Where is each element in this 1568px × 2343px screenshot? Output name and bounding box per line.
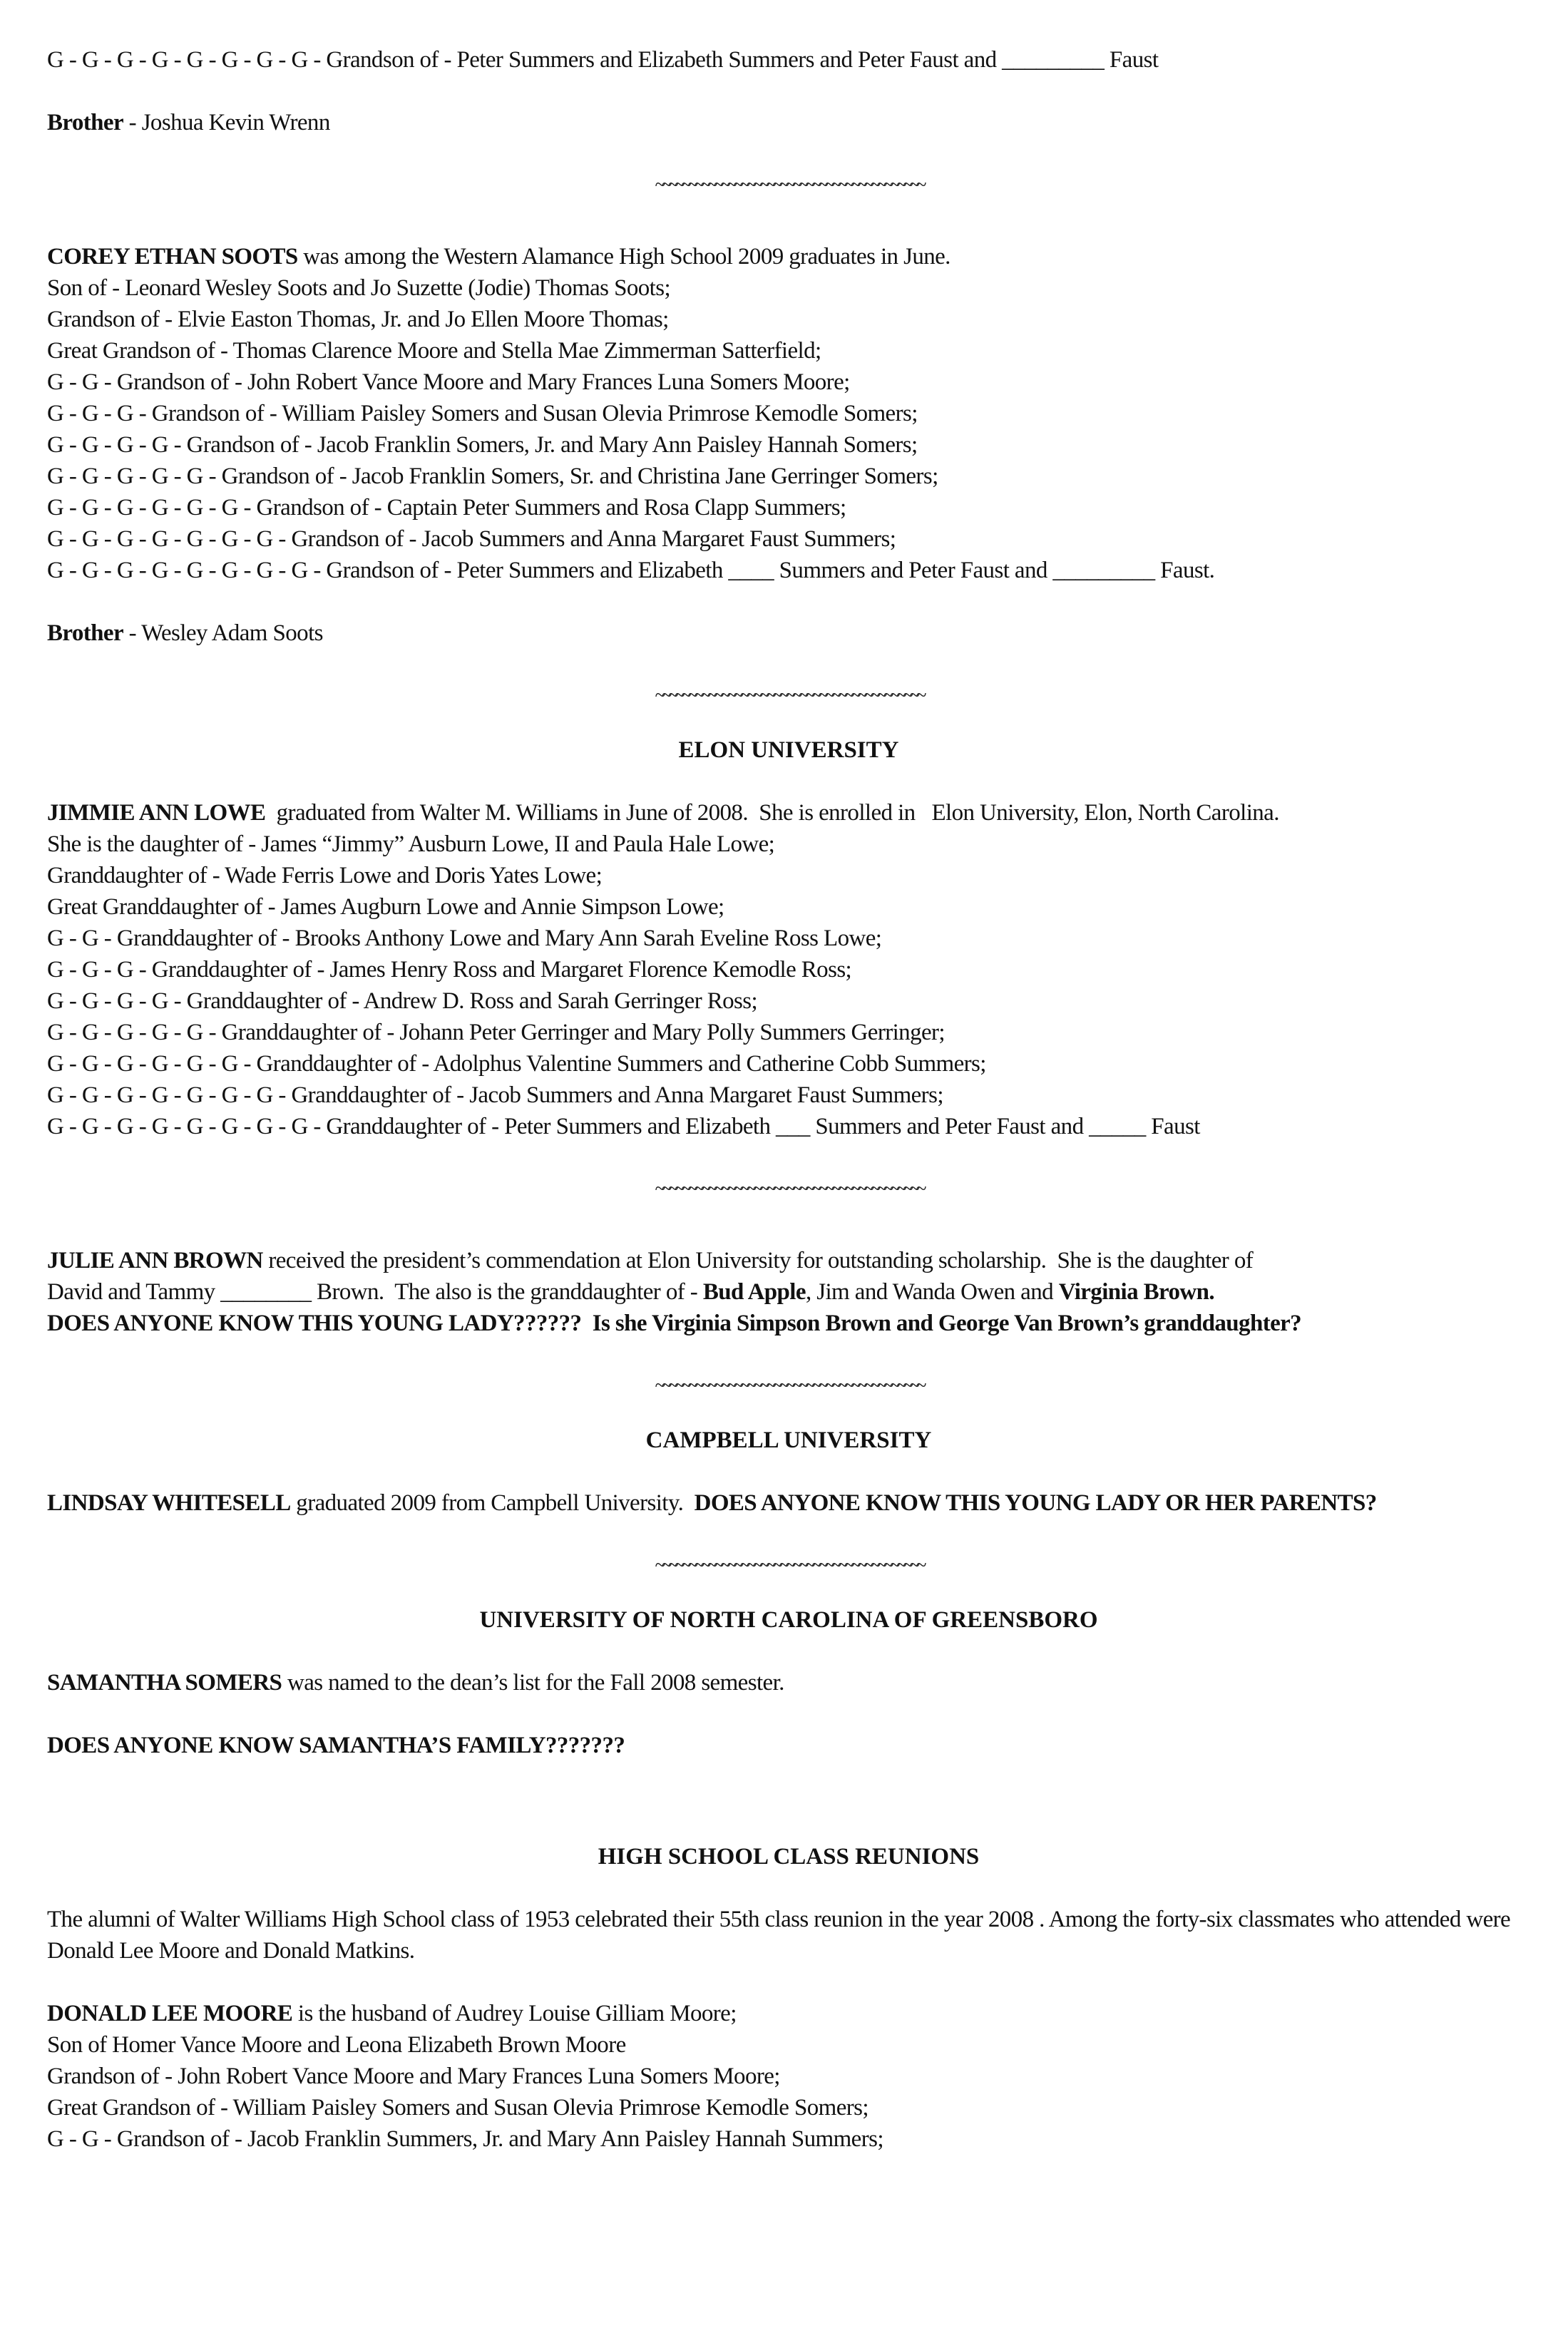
entry-intro-text: received the president’s commendation at Elon University for outstanding scholarship. She is the daughter of: [262, 1248, 1254, 1273]
lineage-line: G - G - G - G - Grandson of - Jacob Franklin Somers, Jr. and Mary Ann Paisley Hannah Somers;: [47, 432, 918, 458]
entry-intro-text: graduated from Walter M. Williams in June of 2008. She is enrolled in Elon University, Elon, North Carolina.: [265, 800, 1279, 826]
lineage-line: G - G - G - G - Granddaughter of - Andrew D. Ross and Sarah Gerringer Ross;: [47, 988, 758, 1014]
brother-label: Brother: [47, 110, 123, 135]
lineage-line: G - G - G - G - G - G - Grandson of - Captain Peter Summers and Rosa Clapp Summers;: [47, 495, 846, 521]
section-heading: UNIVERSITY OF NORTH CAROLINA OF GREENSBORO: [479, 1607, 1098, 1633]
lineage-line: G - G - G - G - G - G - G - G - Grandson of - Peter Summers and Elizabeth ____ Summers and Peter Faust and _________ Faust.: [47, 558, 1215, 583]
entry-intro-text: was named to the dean’s list for the Fall 2008 semester.: [282, 1670, 784, 1696]
family-name-bold: Virginia Brown.: [1058, 1279, 1215, 1305]
brother-line: [47, 617, 1530, 649]
lineage-line: G - G - G - G - G - G - Granddaughter of - Adolphus Valentine Summers and Catherine Cobb Summers;: [47, 1051, 986, 1077]
section-heading: CAMPBELL UNIVERSITY: [645, 1427, 932, 1453]
entry-intro-text: is the husband of Audrey Louise Gilliam Moore;: [292, 2001, 737, 2026]
lineage-line: G - G - Grandson of - Jacob Franklin Summers, Jr. and Mary Ann Paisley Hannah Summers;: [47, 2126, 883, 2152]
entry-intro: [47, 1667, 1530, 1698]
lineage-line: Grandson of - John Robert Vance Moore and Mary Frances Luna Somers Moore;: [47, 2063, 780, 2089]
lineage-line: Great Granddaughter of - James Augburn Lowe and Annie Simpson Lowe;: [47, 894, 724, 920]
inquiry-text: DOES ANYONE KNOW THIS YOUNG LADY OR HER PARENTS?: [694, 1490, 1377, 1516]
lineage-line: Great Grandson of - Thomas Clarence Moore and Stella Mae Zimmerman Satterfield;: [47, 338, 821, 364]
inquiry-text: DOES ANYONE KNOW THIS YOUNG LADY?????? Is she Virginia Simpson Brown and George Van Brown’s granddaughter?: [47, 1311, 1302, 1336]
lineage-line: Grandson of - Elvie Easton Thomas, Jr. and Jo Ellen Moore Thomas;: [47, 307, 669, 332]
entry-name: JIMMIE ANN LOWE: [47, 800, 266, 826]
lineage-line: G - G - G - G - G - G - G - Granddaughter of - Jacob Summers and Anna Margaret Faust Summers;: [47, 1082, 943, 1108]
family-line: [47, 1276, 1530, 1308]
divider: ~~~~~~~~~~~~~~~~~~~~~~~~~~~~~~~~~~~~~~~~~: [655, 174, 923, 196]
entry-name: SAMANTHA SOMERS: [47, 1670, 282, 1696]
document-body: [47, 44, 1530, 2155]
lineage-line: G - G - G - G - G - Grandson of - Jacob Franklin Somers, Sr. and Christina Jane Gerringer Somers;: [47, 463, 938, 489]
entry-intro: [47, 1998, 1530, 2029]
entry-name: LINDSAY WHITESELL: [47, 1490, 291, 1516]
entry-intro-text: was among the Western Alamance High School 2009 graduates in June.: [297, 244, 950, 270]
brother-line: [47, 107, 1530, 138]
lineage-line: G - G - G - G - G - G - G - G - Grandson of - Peter Summers and Elizabeth Summers and Peter Faust and _________ Faust: [47, 47, 1159, 73]
entry-intro: [47, 241, 1530, 272]
divider: ~~~~~~~~~~~~~~~~~~~~~~~~~~~~~~~~~~~~~~~~~: [655, 1178, 923, 1200]
lineage-line: She is the daughter of - James “Jimmy” Ausburn Lowe, II and Paula Hale Lowe;: [47, 831, 775, 857]
lineage-line: G - G - G - Granddaughter of - James Henry Ross and Margaret Florence Kemodle Ross;: [47, 957, 852, 983]
section-heading: ELON UNIVERSITY: [678, 737, 899, 763]
lineage-line: Son of - Leonard Wesley Soots and Jo Suzette (Jodie) Thomas Soots;: [47, 275, 671, 301]
divider: ~~~~~~~~~~~~~~~~~~~~~~~~~~~~~~~~~~~~~~~~~: [655, 1554, 923, 1576]
reunion-paragraph: The alumni of Walter Williams High School class of 1953 celebrated their 55th class reunion in the year 2008 . Among the forty-six classmates who attended were Donald Lee Moore and Donald Matkins.: [47, 1907, 1516, 1964]
entry-name: JULIE ANN BROWN: [47, 1248, 263, 1273]
family-text: David and Tammy ________ Brown. The also is the granddaughter of -: [47, 1279, 703, 1305]
lineage-line: G - G - G - Grandson of - William Paisley Somers and Susan Olevia Primrose Kemodle Somers;: [47, 401, 918, 426]
lineage-line: Granddaughter of - Wade Ferris Lowe and Doris Yates Lowe;: [47, 863, 603, 888]
lineage-line: G - G - Grandson of - John Robert Vance Moore and Mary Frances Luna Somers Moore;: [47, 369, 850, 395]
lineage-line: G - G - G - G - G - G - G - Grandson of - Jacob Summers and Anna Margaret Faust Summers;: [47, 526, 896, 552]
entry-name: COREY ETHAN SOOTS: [47, 244, 298, 270]
family-text: , Jim and Wanda Owen and: [805, 1279, 1059, 1305]
lineage-line: G - G - G - G - G - Granddaughter of - Johann Peter Gerringer and Mary Polly Summers Gerringer;: [47, 1020, 945, 1045]
divider: ~~~~~~~~~~~~~~~~~~~~~~~~~~~~~~~~~~~~~~~~~: [655, 1375, 923, 1397]
lineage-line: Great Grandson of - William Paisley Somers and Susan Olevia Primrose Kemodle Somers;: [47, 2095, 868, 2121]
lineage-line: Son of Homer Vance Moore and Leona Elizabeth Brown Moore: [47, 2032, 626, 2058]
entry-intro: [47, 1487, 1530, 1519]
inquiry-text: DOES ANYONE KNOW SAMANTHA’S FAMILY???????: [47, 1733, 625, 1758]
entry-intro: [47, 797, 1530, 829]
lineage-line: G - G - G - G - G - G - G - G - Granddaughter of - Peter Summers and Elizabeth ___ Summers and Peter Faust and _____ Faust: [47, 1114, 1200, 1139]
brother-name: - Wesley Adam Soots: [123, 620, 323, 646]
brother-name: - Joshua Kevin Wrenn: [123, 110, 330, 135]
entry-name: DONALD LEE MOORE: [47, 2001, 293, 2026]
entry-intro-text: graduated 2009 from Campbell University.: [290, 1490, 695, 1516]
brother-label: Brother: [47, 620, 123, 646]
entry-intro: [47, 1245, 1530, 1276]
divider: ~~~~~~~~~~~~~~~~~~~~~~~~~~~~~~~~~~~~~~~~~: [655, 685, 923, 707]
section-heading: HIGH SCHOOL CLASS REUNIONS: [598, 1844, 980, 1870]
lineage-line: G - G - Granddaughter of - Brooks Anthony Lowe and Mary Ann Sarah Eveline Ross Lowe;: [47, 926, 882, 951]
family-name-bold: Bud Apple: [702, 1279, 806, 1305]
